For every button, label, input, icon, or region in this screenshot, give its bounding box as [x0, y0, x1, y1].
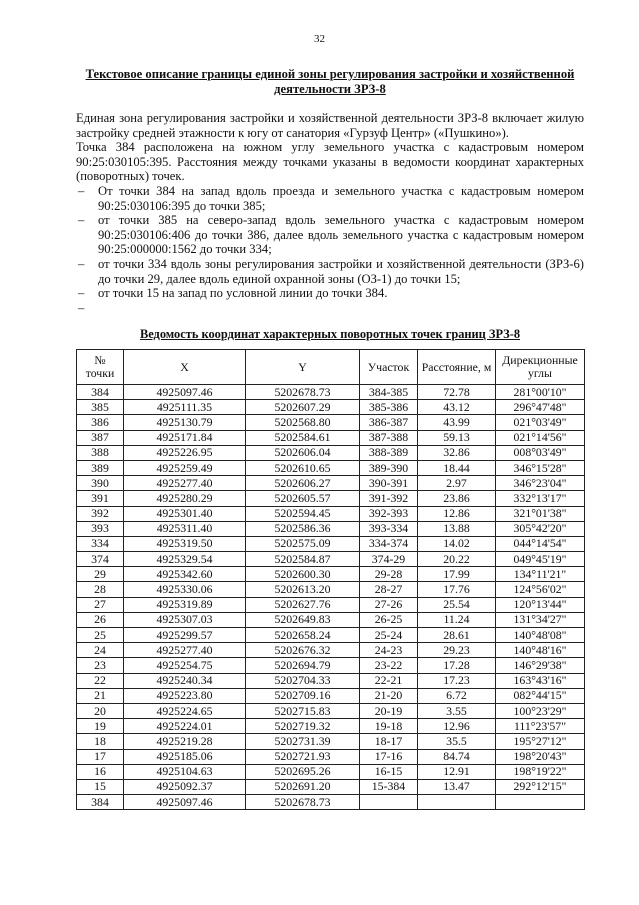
cell-distance: 14.02 — [418, 536, 496, 551]
cell-direction-angle: 292°12'15" — [496, 779, 585, 794]
cell-distance: 17.23 — [418, 673, 496, 688]
table-row — [77, 582, 585, 597]
cell-distance: 11.24 — [418, 612, 496, 627]
cell-direction-angle: 049°45'19" — [496, 552, 585, 567]
cell-x-coord: 4925319.89 — [124, 597, 246, 612]
cell-distance: 28.61 — [418, 628, 496, 643]
cell-y-coord: 5202594.45 — [246, 506, 360, 521]
cell-x-coord: 4925104.63 — [124, 764, 246, 779]
cell-direction-angle: 111°23'57" — [496, 719, 585, 734]
table-row — [77, 779, 585, 794]
table-row — [77, 688, 585, 703]
cell-distance: 18.44 — [418, 460, 496, 475]
cell-distance: 32.86 — [418, 445, 496, 460]
cell-distance: 13.47 — [418, 779, 496, 794]
cell-distance: 17.76 — [418, 582, 496, 597]
cell-segment: 22-21 — [360, 673, 418, 688]
table-row — [77, 749, 585, 764]
cell-distance: 3.55 — [418, 703, 496, 718]
table-row — [77, 597, 585, 612]
section-title: Текстовое описание границы единой зоны регулирования застройки и хозяйственной деятельности ЗРЗ-8 — [85, 67, 575, 96]
cell-y-coord: 5202575.09 — [246, 536, 360, 551]
cell-distance: 43.12 — [418, 400, 496, 415]
cell-x-coord: 4925224.65 — [124, 703, 246, 718]
cell-x-coord: 4925224.01 — [124, 719, 246, 734]
cell-point-number: 28 — [77, 582, 124, 597]
cell-direction-angle: 082°44'15" — [496, 688, 585, 703]
cell-segment: 17-16 — [360, 749, 418, 764]
cell-point-number: 19 — [77, 719, 124, 734]
coordinates-table — [76, 349, 585, 810]
cell-direction-angle: 044°14'54" — [496, 536, 585, 551]
cell-distance: 13.88 — [418, 521, 496, 536]
cell-x-coord: 4925301.40 — [124, 506, 246, 521]
cell-point-number: 17 — [77, 749, 124, 764]
table-row — [77, 536, 585, 551]
cell-point-number: 391 — [77, 491, 124, 506]
cell-point-number: 392 — [77, 506, 124, 521]
table-row — [77, 643, 585, 658]
cell-y-coord: 5202715.83 — [246, 703, 360, 718]
cell-y-coord: 5202627.76 — [246, 597, 360, 612]
cell-point-number: 384 — [77, 385, 124, 400]
cell-point-number: 385 — [77, 400, 124, 415]
cell-distance: 84.74 — [418, 749, 496, 764]
cell-direction-angle: 305°42'20" — [496, 521, 585, 536]
col-header-point: № точки — [77, 350, 124, 385]
cell-direction-angle: 021°14'56" — [496, 430, 585, 445]
cell-segment: 25-24 — [360, 628, 418, 643]
cell-y-coord: 5202606.04 — [246, 445, 360, 460]
cell-point-number: 386 — [77, 415, 124, 430]
cell-point-number: 393 — [77, 521, 124, 536]
table-row — [77, 460, 585, 475]
route-item: – От точки 384 на запад вдоль проезда и земельного участка с кадастровым номером 90:25:030106:395 до точки 385; — [76, 184, 584, 213]
cell-x-coord: 4925277.40 — [124, 476, 246, 491]
cell-y-coord: 5202584.87 — [246, 552, 360, 567]
cell-x-coord: 4925342.60 — [124, 567, 246, 582]
cell-segment: 387-388 — [360, 430, 418, 445]
cell-y-coord: 5202610.65 — [246, 460, 360, 475]
cell-distance: 12.91 — [418, 764, 496, 779]
table-row — [77, 552, 585, 567]
cell-segment: 384-385 — [360, 385, 418, 400]
cell-direction-angle: 100°23'29" — [496, 703, 585, 718]
cell-y-coord: 5202649.83 — [246, 612, 360, 627]
cell-direction-angle: 281°00'10" — [496, 385, 585, 400]
col-header-segment: Участок — [360, 350, 418, 385]
route-item: – от точки 385 на северо-запад вдоль земельного участка с кадастровым номером 90:25:030106:406 до точки 386, далее вдоль земельного участка с кадастровым номером 90:25:000000:1562 до точки 334; — [76, 213, 584, 257]
cell-x-coord: 4925299.57 — [124, 628, 246, 643]
table-row — [77, 567, 585, 582]
table-row — [77, 612, 585, 627]
cell-distance — [418, 795, 496, 810]
cell-point-number: 27 — [77, 597, 124, 612]
col-header-y: Y — [246, 350, 360, 385]
cell-distance: 12.86 — [418, 506, 496, 521]
cell-direction-angle: 198°20'43" — [496, 749, 585, 764]
cell-x-coord: 4925280.29 — [124, 491, 246, 506]
cell-y-coord: 5202658.24 — [246, 628, 360, 643]
cell-y-coord: 5202731.39 — [246, 734, 360, 749]
table-row — [77, 673, 585, 688]
cell-direction-angle — [496, 795, 585, 810]
cell-point-number: 384 — [77, 795, 124, 810]
cell-segment: 392-393 — [360, 506, 418, 521]
cell-direction-angle: 332°13'17" — [496, 491, 585, 506]
cell-y-coord: 5202694.79 — [246, 658, 360, 673]
cell-x-coord: 4925130.79 — [124, 415, 246, 430]
cell-segment: 26-25 — [360, 612, 418, 627]
cell-segment: 21-20 — [360, 688, 418, 703]
cell-segment: 393-334 — [360, 521, 418, 536]
cell-segment: 16-15 — [360, 764, 418, 779]
cell-x-coord: 4925254.75 — [124, 658, 246, 673]
description-text — [76, 111, 584, 315]
cell-distance: 23.86 — [418, 491, 496, 506]
table-row — [77, 476, 585, 491]
cell-distance: 25.54 — [418, 597, 496, 612]
cell-direction-angle: 146°29'38" — [496, 658, 585, 673]
cell-y-coord: 5202704.33 — [246, 673, 360, 688]
cell-x-coord: 4925171.84 — [124, 430, 246, 445]
cell-x-coord: 4925097.46 — [124, 385, 246, 400]
route-item-empty — [76, 301, 584, 316]
table-row — [77, 445, 585, 460]
cell-y-coord: 5202584.61 — [246, 430, 360, 445]
cell-segment: 28-27 — [360, 582, 418, 597]
table-header-row — [77, 350, 585, 385]
table-row — [77, 385, 585, 400]
cell-segment: 20-19 — [360, 703, 418, 718]
route-item: – от точки 334 вдоль зоны регулирования застройки и хозяйственной деятельности (ЗРЗ-6) до точки 29, далее вдоль единой охранной зоны (ОЗ-1) до точки 15; — [76, 257, 584, 286]
cell-point-number: 23 — [77, 658, 124, 673]
table-row — [77, 764, 585, 779]
cell-distance: 17.28 — [418, 658, 496, 673]
cell-distance: 6.72 — [418, 688, 496, 703]
cell-segment: 19-18 — [360, 719, 418, 734]
cell-segment: 27-26 — [360, 597, 418, 612]
cell-segment: 388-389 — [360, 445, 418, 460]
table-row — [77, 703, 585, 718]
cell-segment: 334-374 — [360, 536, 418, 551]
table-row — [77, 734, 585, 749]
cell-distance: 17.99 — [418, 567, 496, 582]
cell-distance: 12.96 — [418, 719, 496, 734]
cell-y-coord: 5202709.16 — [246, 688, 360, 703]
cell-direction-angle: 120°13'44" — [496, 597, 585, 612]
cell-x-coord: 4925111.35 — [124, 400, 246, 415]
cell-point-number: 334 — [77, 536, 124, 551]
cell-segment: 391-392 — [360, 491, 418, 506]
cell-segment: 385-386 — [360, 400, 418, 415]
cell-point-number: 22 — [77, 673, 124, 688]
table-row — [77, 430, 585, 445]
cell-point-number: 389 — [77, 460, 124, 475]
cell-distance: 43.99 — [418, 415, 496, 430]
cell-point-number: 26 — [77, 612, 124, 627]
cell-x-coord: 4925240.34 — [124, 673, 246, 688]
table-row — [77, 491, 585, 506]
cell-x-coord: 4925330.06 — [124, 582, 246, 597]
table-row — [77, 658, 585, 673]
cell-x-coord: 4925259.49 — [124, 460, 246, 475]
cell-y-coord: 5202586.36 — [246, 521, 360, 536]
cell-x-coord: 4925097.46 — [124, 795, 246, 810]
cell-point-number: 21 — [77, 688, 124, 703]
cell-distance: 59.13 — [418, 430, 496, 445]
col-header-angle: Дирекционные углы — [496, 350, 585, 385]
cell-direction-angle: 321°01'38" — [496, 506, 585, 521]
route-item: – от точки 15 на запад по условной линии до точки 384. — [76, 286, 584, 301]
cell-segment: 24-23 — [360, 643, 418, 658]
table-row — [77, 795, 585, 810]
cell-direction-angle: 124°56'02" — [496, 582, 585, 597]
cell-point-number: 29 — [77, 567, 124, 582]
cell-distance: 20.22 — [418, 552, 496, 567]
cell-x-coord: 4925223.80 — [124, 688, 246, 703]
cell-point-number: 16 — [77, 764, 124, 779]
cell-y-coord: 5202721.93 — [246, 749, 360, 764]
cell-y-coord: 5202613.20 — [246, 582, 360, 597]
cell-x-coord: 4925092.37 — [124, 779, 246, 794]
cell-segment — [360, 795, 418, 810]
table-title: Ведомость координат характерных поворотных точек границ ЗРЗ-8 — [139, 327, 521, 341]
cell-point-number: 387 — [77, 430, 124, 445]
cell-y-coord: 5202606.27 — [246, 476, 360, 491]
table-body — [77, 385, 585, 810]
cell-segment: 15-384 — [360, 779, 418, 794]
col-header-x: X — [124, 350, 246, 385]
cell-direction-angle: 346°15'28" — [496, 460, 585, 475]
cell-x-coord: 4925307.03 — [124, 612, 246, 627]
cell-y-coord: 5202695.26 — [246, 764, 360, 779]
cell-y-coord: 5202719.32 — [246, 719, 360, 734]
cell-segment: 390-391 — [360, 476, 418, 491]
intro-paragraph: Единая зона регулирования застройки и хозяйственной деятельности ЗРЗ-8 включает жилую застройку средней этажности к югу от санатория «Гурзуф Центр» («Пушкино»). — [76, 111, 584, 140]
cell-distance: 72.78 — [418, 385, 496, 400]
cell-point-number: 25 — [77, 628, 124, 643]
cell-direction-angle: 140°48'08" — [496, 628, 585, 643]
start-point-paragraph: Точка 384 расположена на южном углу земельного участка с кадастровым номером 90:25:030105:395. Расстояния между точками указаны в ведомости координат характерных (поворотных) точек. — [76, 140, 584, 184]
cell-y-coord: 5202568.80 — [246, 415, 360, 430]
cell-direction-angle: 296°47'48" — [496, 400, 585, 415]
cell-point-number: 374 — [77, 552, 124, 567]
table-row — [77, 719, 585, 734]
cell-y-coord: 5202605.57 — [246, 491, 360, 506]
table-row — [77, 628, 585, 643]
cell-x-coord: 4925329.54 — [124, 552, 246, 567]
cell-x-coord: 4925277.40 — [124, 643, 246, 658]
cell-point-number: 18 — [77, 734, 124, 749]
cell-x-coord: 4925185.06 — [124, 749, 246, 764]
cell-direction-angle: 346°23'04" — [496, 476, 585, 491]
cell-segment: 18-17 — [360, 734, 418, 749]
page-number: 32 — [314, 33, 325, 45]
cell-direction-angle: 140°48'16" — [496, 643, 585, 658]
cell-distance: 2.97 — [418, 476, 496, 491]
cell-direction-angle: 134°11'21" — [496, 567, 585, 582]
cell-segment: 389-390 — [360, 460, 418, 475]
cell-y-coord: 5202600.30 — [246, 567, 360, 582]
cell-y-coord: 5202676.32 — [246, 643, 360, 658]
cell-direction-angle: 008°03'49" — [496, 445, 585, 460]
cell-point-number: 390 — [77, 476, 124, 491]
cell-distance: 29.23 — [418, 643, 496, 658]
cell-segment: 29-28 — [360, 567, 418, 582]
boundary-route-list — [76, 184, 584, 315]
cell-segment: 23-22 — [360, 658, 418, 673]
cell-y-coord: 5202678.73 — [246, 795, 360, 810]
cell-y-coord: 5202607.29 — [246, 400, 360, 415]
cell-point-number: 15 — [77, 779, 124, 794]
cell-segment: 386-387 — [360, 415, 418, 430]
cell-point-number: 20 — [77, 703, 124, 718]
cell-direction-angle: 021°03'49" — [496, 415, 585, 430]
cell-x-coord: 4925311.40 — [124, 521, 246, 536]
table-row — [77, 415, 585, 430]
table-row — [77, 400, 585, 415]
cell-x-coord: 4925219.28 — [124, 734, 246, 749]
cell-direction-angle: 195°27'12" — [496, 734, 585, 749]
cell-x-coord: 4925226.95 — [124, 445, 246, 460]
cell-distance: 35.5 — [418, 734, 496, 749]
cell-point-number: 388 — [77, 445, 124, 460]
cell-segment: 374-29 — [360, 552, 418, 567]
cell-y-coord: 5202678.73 — [246, 385, 360, 400]
cell-direction-angle: 131°34'27" — [496, 612, 585, 627]
table-row — [77, 506, 585, 521]
cell-direction-angle: 198°19'22" — [496, 764, 585, 779]
table-row — [77, 521, 585, 536]
cell-y-coord: 5202691.20 — [246, 779, 360, 794]
col-header-distance: Расстояние, м — [418, 350, 496, 385]
cell-x-coord: 4925319.50 — [124, 536, 246, 551]
cell-direction-angle: 163°43'16" — [496, 673, 585, 688]
cell-point-number: 24 — [77, 643, 124, 658]
